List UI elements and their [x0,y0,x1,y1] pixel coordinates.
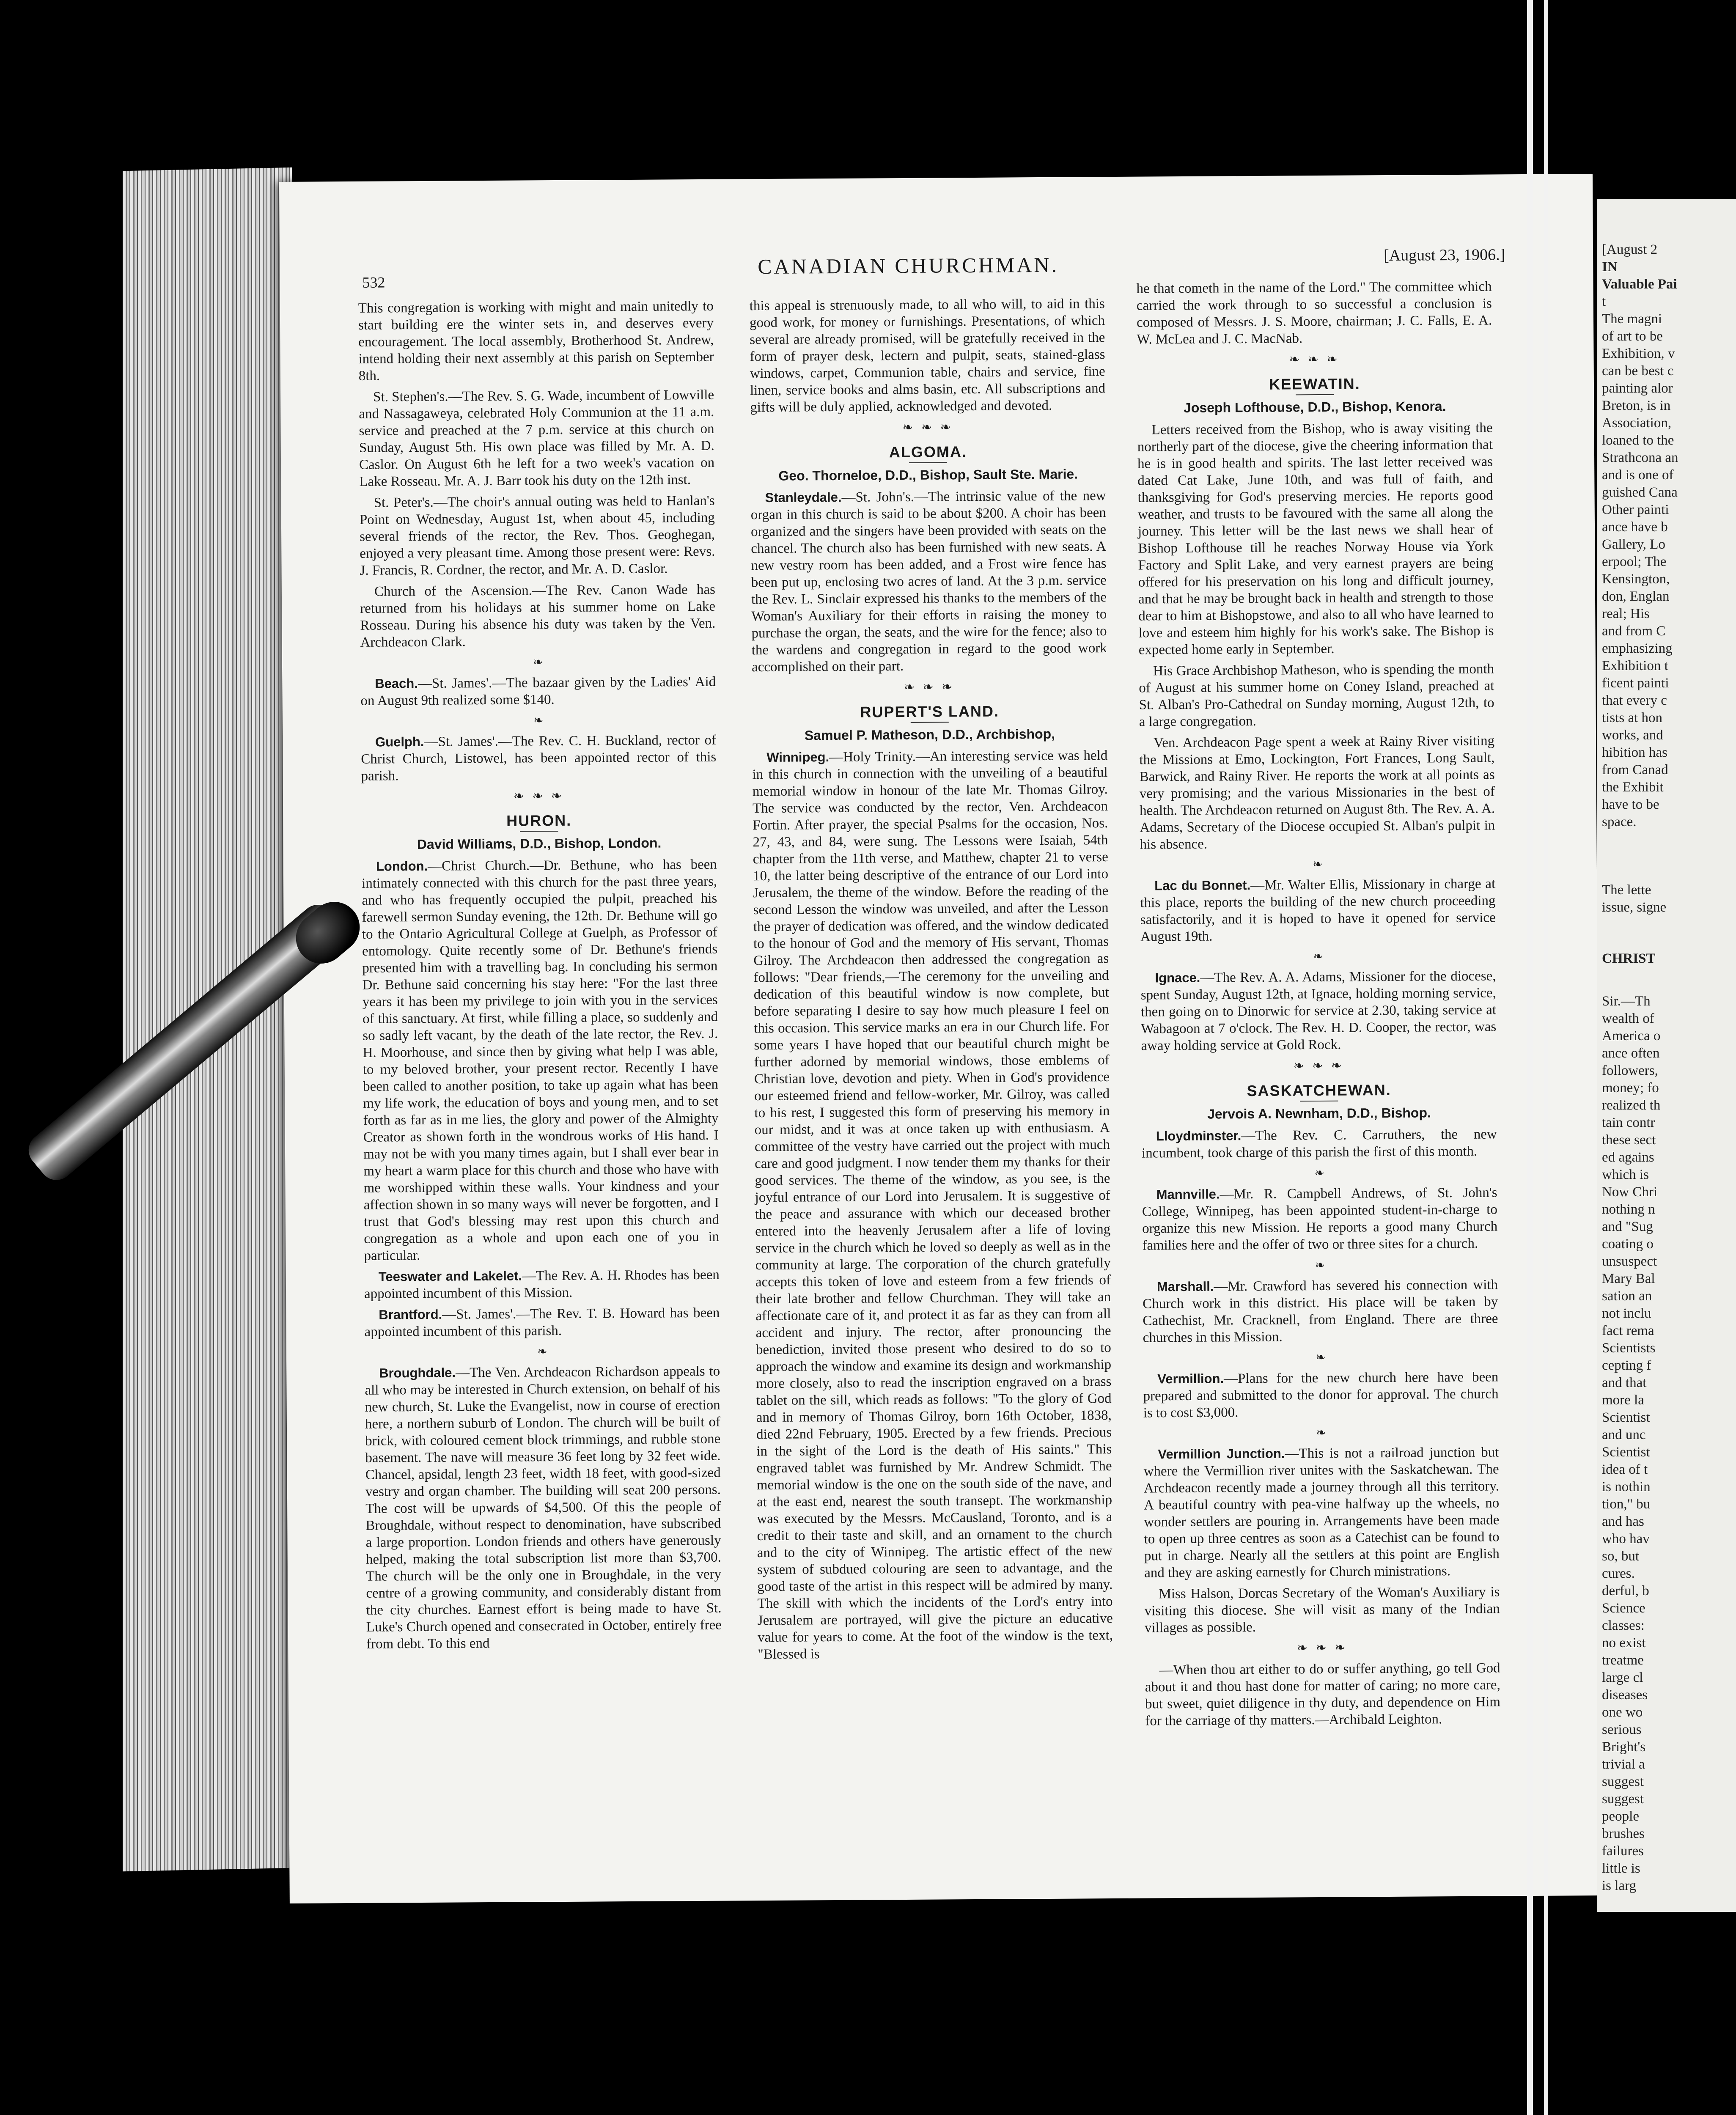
facing-page-fragment [1597,199,1736,1912]
article-paragraph: St. Stephen's.—The Rev. S. G. Wade, incumbent of Lowville and Nassagaweya, celebrated Holy Communion at the 11 a.m. service and preached at the 7 p.m. service at this church on Sunday, August 5th. His own place was filled by Mr. A. D. Caslor. On August 6th he left for a two week's vacation on Lake Rosseau. Mr. A. J. Barr took his duty on the 12th inst. [359,387,715,489]
facing-page-line: and "Sug [1602,1219,1653,1234]
diocese-heading-algoma: ALGOMA. [889,443,967,461]
facing-page-line: can be best c [1602,363,1674,379]
bishop-line: Joseph Lofthouse, D.D., Bishop, Kenora. [1183,398,1446,415]
facing-page-line: tion," bu [1602,1497,1651,1512]
facing-page-line: one wo [1602,1705,1643,1720]
facing-page-line: Valuable Pai [1602,277,1677,292]
bishop-line: Samuel P. Matheson, D.D., Archbishop, [804,726,1055,743]
facing-page-line: suggest [1602,1791,1644,1807]
parish-item-vermillion: Vermillion.—Plans for the new church here have been prepared and submitted to the donor for approval. The church is to cost $3,000. [1143,1369,1499,1421]
facing-page-line: is larg [1602,1878,1636,1893]
ornament: ❧ ❧ ❧ [513,788,565,803]
place-name: Stanleydale. [765,489,842,505]
facing-page-line: idea of t [1602,1462,1648,1477]
facing-page-line: derful, b [1602,1583,1649,1599]
facing-page-line: The lette [1602,882,1651,898]
ornament: ❧ ❧ ❧ [1297,1640,1348,1655]
facing-page-line: ed agains [1602,1150,1654,1165]
newspaper-page [279,174,1603,1904]
facing-page-line: failures [1602,1843,1644,1859]
article-paragraph: Church of the Ascension.—The Rev. Canon Wade has returned from his holidays at his summer home on Lake Rosseau. During his absence his duty was taken by the Ven. Archdeacon Clark. [360,582,716,650]
facing-page-line: no exist [1602,1635,1646,1651]
place-name: Ignace. [1155,970,1200,986]
facing-page-line: and is one of [1602,467,1674,483]
place-name: Lac du Bonnet. [1154,878,1251,893]
parish-item-london: London.—Christ Church.—Dr. Bethune, who has been intimately connected with this church for the past three years, and who has frequently occupied the pulpit, preached his farewell sermon Sunday evening, the 12th. Dr. Bethune will go to the Ontario Agricultural College at Guelph, as Professor of entomology. Quite recently some of Dr. Bethune's friends presented him with a travelling bag. In concluding his sermon Dr. Bethune said concerning his stay here: "For the last three years it has been my privilege to join with you in the services of this sanctuary. At first, while filling a place, so suddenly and so sadly left vacant, by the death of the late rector, the Rev. J. H. Moorhouse, and since then by giving what help I was able, to my beloved brother, your present rector. Recently I have been called to another position, to take up again what has been my life work, the education of boys and young men, and to set forth as far as in me lies, the glory and power of the Almighty Creator as shown forth in the wondrous works of His hand. I may not be with you many times again, but I shall ever bear in my heart a warm place for this church and those who have with me worshipped within these walls. Your kindness and your affection shown in so many ways will never be forgotten, and I trust that God's blessing may rest upon this church and congregation as a whole and upon each one of you in particular. [362,857,720,1264]
place-name: Brantford. [379,1307,442,1322]
place-name: Broughdale. [379,1365,456,1381]
diocese-heading-keewatin: KEEWATIN. [1269,375,1360,393]
facing-page-line: the Exhibit [1602,780,1664,795]
place-name: Marshall. [1156,1279,1214,1294]
facing-page-line: followers, [1602,1063,1658,1078]
bishop-line: Jervois A. Newnham, D.D., Bishop. [1207,1105,1431,1122]
ornament: ❧ [537,1345,547,1359]
facing-page-line: cures. [1602,1566,1635,1581]
divider [911,722,949,723]
facing-page-line: works, and [1602,728,1663,743]
ornament: ❧ ❧ ❧ [904,680,955,694]
facing-page-line: Other painti [1602,502,1669,517]
place-name: Vermillion Junction. [1158,1446,1285,1462]
diocese-heading-saskatchewan: SASKATCHEWAN. [1247,1081,1391,1100]
facing-page-line: sation an [1602,1288,1652,1304]
facing-page-line: coating o [1602,1236,1654,1252]
facing-page-line: The magni [1602,311,1662,327]
ornament: ❧ ❧ ❧ [1293,1058,1345,1073]
facing-page-line: ance often [1602,1046,1660,1061]
divider [520,831,558,832]
facing-page-line: real; His [1602,606,1650,621]
article-paragraph: St. Peter's.—The choir's annual outing was held to Hanlan's Point on Wednesday, August 1st, when about 45, including several friends of the rector, the Rev. Thos. Geoghegan, enjoyed a very pleasant time. Among those present were: Revs. J. Francis, R. Cordner, the rector, and Mr. A. D. Caslor. [359,493,715,578]
parish-item-vermillion-junction: Vermillion Junction.—This is not a railroad junction but where the Vermillion river unites with the Saskatchewan. The Archdeacon recently made a journey through all this territory. A beautiful country with pea-vine halfway up the wheels, no wonder settlers are pouring in. Arrangements have been made to open up three centres as soon as a Catechist can be found to put in charge. Nearly all the settlers at this point are English and they are asking earnestly for Church ministrations. [1143,1445,1500,1581]
parish-item-guelph: Guelph.—St. James'.—The Rev. C. H. Buckland, rector of Christ Church, Listowel, has been appointed rector of this parish. [361,732,717,784]
parish-item-winnipeg: Winnipeg.—Holy Trinity.—An interesting service was held in this church in connection with the unveiling of a beautiful memorial window in honour of the late Mr. Thomas Gilroy. The service was conducted by the rector, Ven. Archdeacon Fortin. After prayer, the special Psalms for the occasion, Nos. 27, 43, and 84, were sung. The Lessons were Isaiah, 54th chapter from the 11th verse, and Matthew, chapter 21 to verse 10, the latter being descriptive of the entrance of our Lord into Jerusalem, the theme of the window. Before the reading of the second Lesson the window was unveiled, and after the Lesson the prayer of dedication was offered, and the window dedicated to the honour of God and the memory of His servant, Thomas Gilroy. The Archdeacon then addressed the congregation as follows: "Dear friends,—The ceremony for the unveiling and dedication of this beautiful window is now complete, but before separating I desire to say how much pleasure I feel on this occasion. This service marks an era in our Church life. For some years I have hoped that our beautiful church might be further adorned by memorial windows, those emblems of Christian love, devotion and piety. When in God's providence our esteemed friend and fellow-worker, Mr. Gilroy, was called to his rest, I suggested this form of preserving his memory in our midst, and it was at once taken up with enthusiasm. A committee of the vestry have carried out the project with much care and good judgment. I now tender them my thanks for their good services. The theme of the window, as you see, is the joyful entrance of our Lord into Jerusalem. It is suggestive of the peace and assurance with which our deceased brother entered into the heavenly Jerusalem after a life of loving service in the church which he loved so deeply as well as in the community at large. The corporation of the church gratefully accepts this token of love and esteem from a few friends of their late brother and fellow Churchman. They will take an affectionate care of it, and protect it as far as they can from all accident and injury. The rector, after pronouncing the benediction, invited those present who desired to do so to approach the window and examine its design and workmanship more closely, also to read the inscription engraved on a brass tablet on the sill, which reads as follows: "To the glory of God and in memory of Thomas Gilroy, born 16th October, 1838, died 22nd February, 1905. Erected by a few friends. Precious in the sight of the Lord is the death of His saints." This engraved tablet was furnished by Mr. Andrew Schmidt. The memorial window is the one on the south side of the nave, and at the east end, nearest the south transept. The workmanship was executed by the Messrs. McCausland, Toronto, and is a credit to their taste and skill, and an ornament to the church and to the city of Winnipeg. The artistic effect of the new system of subdued colouring are seen to advantage, and the good taste of the artist in this respect will be admired by many. The skill with which the incidents of the Lord's entry into Jerusalem are portrayed, will give the picture an educative value for years to come. At the foot of the window is the text, "Blessed is [752,748,1113,1662]
facing-page-line: trivial a [1602,1757,1645,1772]
facing-page-line: erpool; The [1602,554,1667,569]
ornament: ❧ ❧ ❧ [1289,352,1340,367]
scanner-bar [1527,0,1533,2115]
divider [909,462,947,463]
parish-item-beach: Beach.—St. James'.—The bazaar given by the Ladies' Aid on August 9th realized some $140. [360,674,716,709]
facing-page-line: that every c [1602,693,1667,708]
page-number: 532 [362,274,385,291]
place-name: Beach. [375,676,418,691]
ornament: ❧ [533,714,544,728]
facing-page-line: Science [1602,1601,1645,1616]
facing-page-line: fact rema [1602,1323,1654,1338]
facing-page-line: suggest [1602,1774,1644,1789]
facing-page-line: Exhibition, v [1602,346,1675,361]
scanner-bar [1544,0,1548,2115]
facing-page-line: of art to be [1602,329,1663,344]
place-name: Teeswater and Lakelet. [378,1268,522,1284]
facing-page-line: tists at hon [1602,710,1663,725]
place-name: Lloydminster. [1156,1128,1242,1144]
facing-page-line: serious [1602,1722,1642,1737]
facing-page-line: have to be [1602,797,1659,812]
facing-page-line: unsuspect [1602,1254,1657,1269]
facing-page-line: emphasizing [1602,641,1673,656]
ornament: ❧ ❧ ❧ [902,420,953,435]
facing-page-line: not inclu [1602,1306,1651,1321]
facing-page-line: and has [1602,1514,1644,1529]
facing-page-line: little is [1602,1861,1640,1876]
place-name: Winnipeg. [766,750,830,765]
facing-page-line: diseases [1602,1687,1648,1703]
facing-page-line: is nothin [1602,1479,1651,1494]
facing-page-line: which is [1602,1167,1649,1182]
article-paragraph: Miss Halson, Dorcas Secretary of the Woman's Auxiliary is visiting this diocese. She will visit as many of the Indian villages as possible. [1144,1584,1500,1636]
facing-page-line: classes: [1602,1618,1645,1633]
facing-page-line: IN [1602,259,1618,275]
bishop-line: Geo. Thorneloe, D.D., Bishop, Sault Ste. Marie. [778,466,1078,483]
facing-page-line: money; fo [1602,1080,1659,1096]
ornament: ❧ [1316,1426,1326,1440]
column-3 [1136,278,1500,1733]
column-2 [750,295,1113,1667]
facing-page-line: from Canad [1602,762,1668,777]
facing-page-line: t [1602,294,1606,309]
facing-page-line: guished Cana [1602,485,1678,500]
facing-page-line: tain contr [1602,1115,1655,1130]
place-name: Mannville. [1156,1187,1220,1202]
parish-item-stanleydale: Stanleydale.—St. John's.—The intrinsic value of the new organ in this church is said to be about $200. A choir has been organized and the singers have been provided with seats on the chancel. The church also has been furnished with new seats. A new vestry room has been added, and a Frost wire fence has been put up, enclosing two acres of land. At the 3 p.m. service the Rev. L. Sinclair expressed his thanks to the members of the Woman's Auxiliary for their efforts in raising the money to purchase the organ, the seats, and the wire for the fence; also to the wardens and congregation in regard to the good work accomplished on their part. [750,488,1107,675]
facing-page-line: and unc [1602,1427,1646,1442]
facing-page-line: Bright's [1602,1739,1646,1755]
facing-page-line: [August 2 [1602,242,1658,257]
facing-page-line: brushes [1602,1826,1645,1841]
facing-page-line: ficent painti [1602,676,1669,691]
facing-page-line: America o [1602,1028,1661,1044]
diocese-heading-huron: HURON. [506,811,572,830]
divider [1296,394,1334,396]
parish-item-broughdale: Broughdale.—The Ven. Archdeacon Richardson appeals to all who may be interested in Church extension, on behalf of his new church, St. Luke the Evangelist, now in course of erection here, a northern suburb of London. The church will be built of brick, with coloured cement block trimmings, and rubble stone basement. The nave will measure 36 feet long by 32 feet wide. Chancel, apsidal, length 23 feet, width 18 feet, with good-sized vestry and organ chamber. The building will seat 200 persons. The cost will be upwards of $4,500. Of this the people of Broughdale, without respect to denomination, have subscribed a large proportion. London friends and others have generously helped, making the total subscription list more than $3,700. The church will be the only one in Broughdale, in the very centre of a growing community, and considerably distant from the city churches. Earnest effort is being made to have St. Luke's Church opened and consecrated in October, entirely free from debt. To this end [365,1363,722,1652]
ornament: ❧ [1313,857,1323,871]
parish-item-teeswater: Teeswater and Lakelet.—The Rev. A. H. Rhodes has been appointed incumbent of this Mission. [364,1267,720,1302]
facing-page-line: CHRIST [1602,951,1656,966]
divider [1300,1101,1338,1102]
facing-page-line: more la [1602,1393,1644,1408]
parish-item-mannville: Mannville.—Mr. R. Campbell Andrews, of St. John's College, Winnipeg, has been appointed student-in-charge to organize this new Mission. He reports a good many Church families here and the offer of two or three sites for a church. [1142,1185,1498,1253]
article-paragraph: Ven. Archdeacon Page spent a week at Rainy River visiting the Missions at Emo, Lockington, Fort Frances, Long Sault, Barwick, and Rainy River. He reports the work at all points as very promising; and the various Missionaries in the best of health. The Archdeacon returned on August 8th. The Rev. A. A. Adams, Secretary of the Diocese occupied St. Alban's pulpit in his absence. [1139,733,1495,852]
article-paragraph: His Grace Archbishop Matheson, who is spending the month of August at his summer home on Coney Island, preached at St. Alban's Pro-Cathedral on Sunday morning, August 12th, to a large congregation. [1139,661,1494,730]
bishop-line: David Williams, D.D., Bishop, London. [417,835,662,852]
parish-item-lac-du-bonnet: Lac du Bonnet.—Mr. Walter Ellis, Missionary in charge at this place, reports the building of the new church proceeding satisfactorily, and it is hoped to have it opened for service August 19th. [1140,876,1496,945]
issue-date: [August 23, 1906.] [1383,246,1505,265]
facing-page-line: issue, signe [1602,900,1667,915]
ornament: ❧ [1313,950,1324,964]
closing-quote: —When thou art either to do or suffer anything, go tell God about it and thou hast done for matter of caring; no more care, but sweet, quiet diligence in thy duty, and dependence on Him for the carriage of thy matters.—Archibald Leighton. [1145,1660,1501,1729]
article-paragraph: this appeal is strenuously made, to all who will, to aid in this good work, for money or furnishings. Presentations, of which several are already promised, will be gratefully received in the form of prayer desk, lectern and pulpit, seats, stained-glass windows, carpet, Communion table, chairs and service, fine linen, service books and alms basin, etc. All subscriptions and gifts will be duly applied, acknowledged and devoted. [749,296,1106,415]
article-paragraph: This congregation is working with might and main unitedly to start building ere the winter sets in, and deserves every encouragement. The local assembly, Brotherhood St. Andrew, intend holding their next assembly at this parish on September 8th. [358,298,714,384]
facing-page-line: Strathcona an [1602,450,1678,465]
article-paragraph: Letters received from the Bishop, who is away visiting the northerly part of the diocese, give the cheering information that he is in good health and spirits. The last letter received was dated Cat Lake, June 10th, and was full of faith, and thanksgiving for God's preserving mercies. He reports good weather, and trusts to be favoured with the same all along the journey. This letter will be the last news we shall hear of Bishop Lofthouse till he reaches Norway House via York Factory and Split Lake, and very earnest prayers are being offered for his preservation on his long and difficult journey, and that he may be brought back in health and strength to those dear to him at Bishopstowe, and also to all who have learned to love and esteem him highly for his work's sake. The Bishop is expected home early in September. [1137,420,1494,658]
facing-page-line: Sir.—Th [1602,994,1651,1009]
facing-page-line: Scientist [1602,1410,1650,1425]
place-name: London. [376,858,428,874]
facing-page-line: wealth of [1602,1011,1654,1026]
facing-page-line: people [1602,1809,1639,1824]
facing-page-line: Gallery, Lo [1602,537,1665,552]
facing-page-line: loaned to the [1602,433,1674,448]
parish-item-lloydminster: Lloydminster.—The Rev. C. Carruthers, the new incumbent, took charge of this parish the first of this month. [1141,1126,1497,1161]
facing-page-line: and from C [1602,624,1666,639]
facing-page-line: treatme [1602,1653,1644,1668]
facing-page-line: Breton, is in [1602,398,1671,413]
facing-page-line: Exhibition t [1602,658,1668,673]
column-1 [358,298,722,1657]
facing-page-line: Now Chri [1602,1184,1658,1200]
facing-page-line: ance have b [1602,519,1668,535]
facing-page-line: cepting f [1602,1358,1651,1373]
facing-page-line: these sect [1602,1132,1656,1148]
ornament: ❧ [533,656,543,669]
facing-page-line: don, Englan [1602,589,1670,604]
place-name: Vermillion. [1157,1371,1224,1387]
facing-page-line: Kensington, [1602,571,1670,587]
facing-page-line: hibition has [1602,745,1667,760]
diocese-heading-ruperts-land: RUPERT'S LAND. [860,702,1000,721]
facing-page-line: large cl [1602,1670,1643,1685]
facing-page-line: Scientist [1602,1445,1650,1460]
article-paragraph: he that cometh in the name of the Lord." The committee which carried the work through to so successful a conclusion is composed of Messrs. J. S. Moore, chairman; J. C. Falls, E. A. W. McLea and J. C. MacNab. [1136,279,1492,347]
ornament: ❧ [1315,1258,1325,1272]
facing-page-line: so, but [1602,1549,1640,1564]
facing-page-line: and that [1602,1375,1647,1390]
facing-page-line: who hav [1602,1531,1650,1546]
facing-page-line: space. [1602,814,1637,830]
facing-page-line: Mary Bal [1602,1271,1655,1286]
facing-page-line: Association, [1602,415,1672,431]
parish-item-brantford: Brantford.—St. James'.—The Rev. T. B. Howard has been appointed incumbent of this parish. [364,1305,720,1340]
parish-item-marshall: Marshall.—Mr. Crawford has severed his connection with Church work in this district. His place will be taken by Cathechist, Mr. Cracknell, from England. There are three churches in this Mission. [1143,1277,1498,1346]
facing-page-line: nothing n [1602,1202,1655,1217]
running-head: CANADIAN CHURCHMAN. [758,253,1059,279]
ornament: ❧ [1314,1166,1325,1180]
facing-page-line: Scientists [1602,1340,1656,1356]
facing-page-line: painting alor [1602,381,1673,396]
facing-page-line: realized th [1602,1098,1661,1113]
place-name: Guelph. [375,734,424,750]
parish-item-ignace: Ignace.—The Rev. A. A. Adams, Missioner for the diocese, spent Sunday, August 12th, at Ignace, holding morning service, then going on to Dinorwic for service at 2.30, taking service at Wabagoon at 7 o'clock. The Rev. H. D. Cooper, the rector, was away holding service at Gold Rock. [1140,968,1497,1054]
ornament: ❧ [1316,1351,1326,1365]
